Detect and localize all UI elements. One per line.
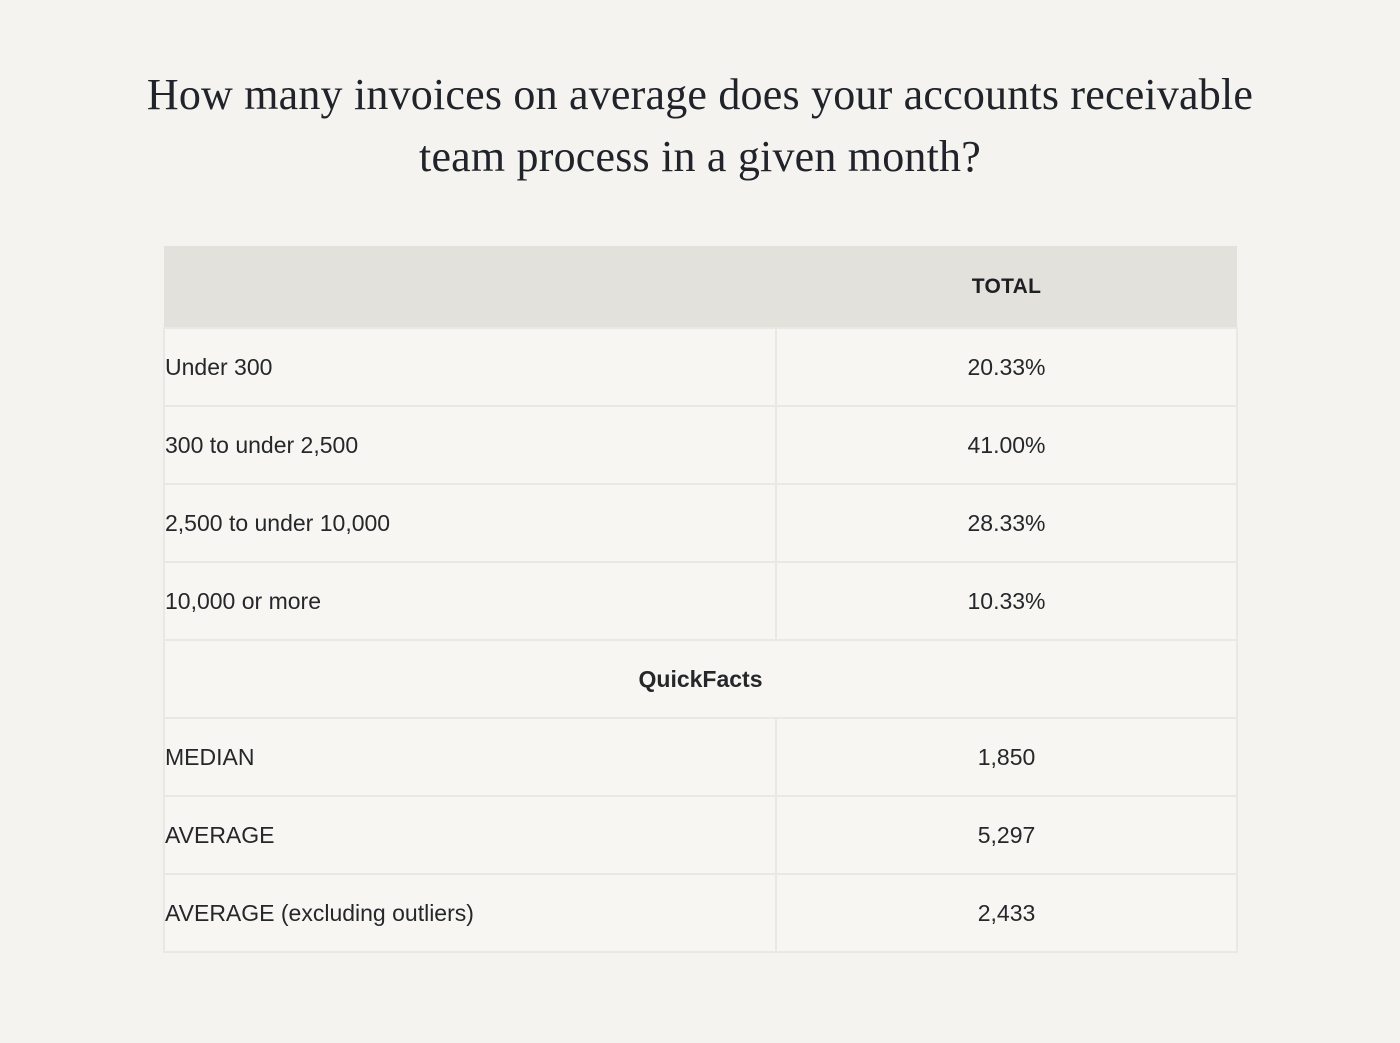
row-label: AVERAGE bbox=[164, 796, 776, 874]
row-value: 5,297 bbox=[776, 796, 1237, 874]
table-row bbox=[164, 874, 1237, 952]
row-label: Under 300 bbox=[164, 328, 776, 406]
row-value: 20.33% bbox=[776, 328, 1237, 406]
page-title bbox=[0, 64, 1400, 188]
row-value: 28.33% bbox=[776, 484, 1237, 562]
table-row bbox=[164, 484, 1237, 562]
table-row bbox=[164, 796, 1237, 874]
row-value: 2,433 bbox=[776, 874, 1237, 952]
row-value: 10.33% bbox=[776, 562, 1237, 640]
page-title-line-1: How many invoices on average does your accounts receivable bbox=[146, 70, 1254, 119]
row-label: AVERAGE (excluding outliers) bbox=[164, 874, 776, 952]
header-category-cell bbox=[164, 246, 776, 328]
survey-table-container bbox=[163, 246, 1236, 953]
row-value: 1,850 bbox=[776, 718, 1237, 796]
row-value: 41.00% bbox=[776, 406, 1237, 484]
table-row bbox=[164, 562, 1237, 640]
table-header-row bbox=[164, 246, 1237, 328]
survey-results-table bbox=[163, 246, 1238, 953]
table-row bbox=[164, 328, 1237, 406]
quickfacts-section-title: QuickFacts bbox=[164, 640, 1237, 718]
row-label: 2,500 to under 10,000 bbox=[164, 484, 776, 562]
row-label: 300 to under 2,500 bbox=[164, 406, 776, 484]
row-label: 10,000 or more bbox=[164, 562, 776, 640]
header-total-cell: TOTAL bbox=[776, 246, 1237, 328]
table-row bbox=[164, 406, 1237, 484]
page-title-line-2: team process in a given month? bbox=[419, 132, 981, 181]
row-label: MEDIAN bbox=[164, 718, 776, 796]
quickfacts-section-row bbox=[164, 640, 1237, 718]
table-row bbox=[164, 718, 1237, 796]
